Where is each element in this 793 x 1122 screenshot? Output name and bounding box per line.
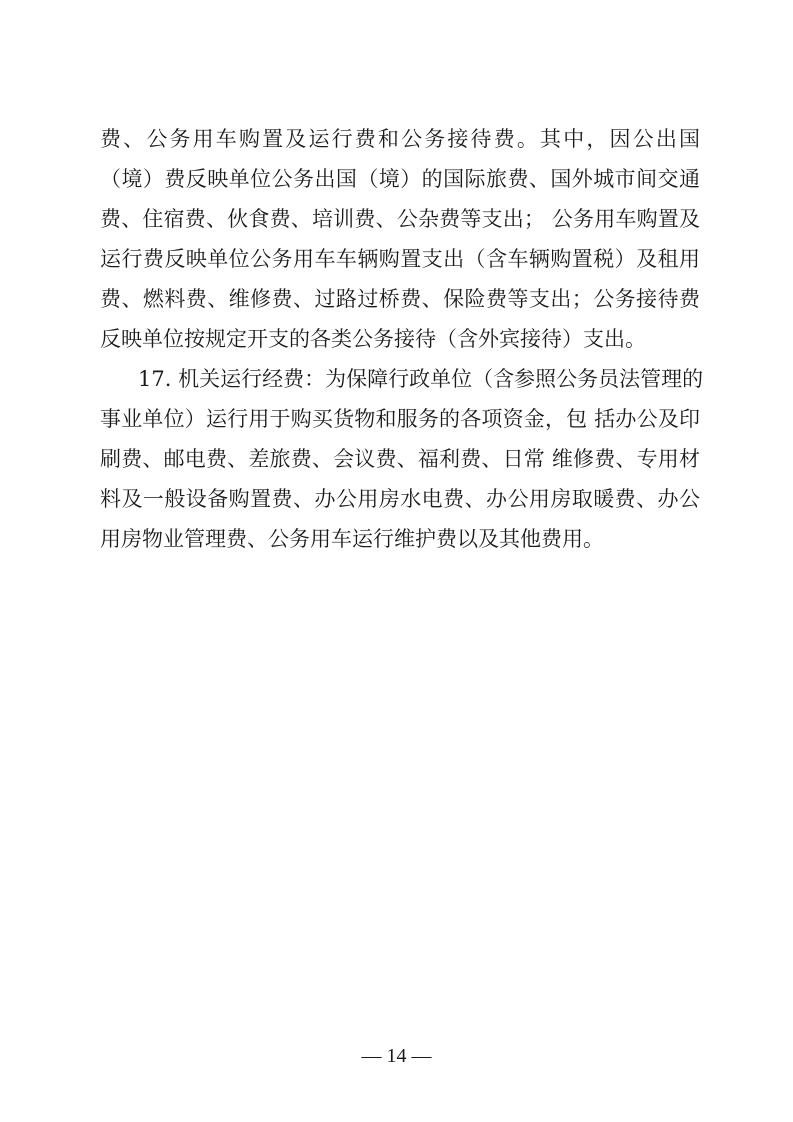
paragraph-1-line-6: 反映单位按规定开支的各类公务接待（含外宾接待）支出。 bbox=[100, 327, 646, 351]
paragraph-2-line-4: 料及一般设备购置费、办公用房水电费、办公用房取暖费、办公 bbox=[100, 487, 700, 511]
paragraph-2-line-3: 刷费、邮电费、差旅费、会议费、福利费、日常 维修费、专用材 bbox=[100, 447, 700, 471]
page-number: — 14 — bbox=[361, 1045, 432, 1067]
paragraph-2-line-1: 17. 机关运行经费：为保障行政单位（含参照公务员法管理的 bbox=[138, 367, 704, 391]
paragraph-1-line-5: 费、燃料费、维修费、过路过桥费、保险费等支出；公务接待费 bbox=[100, 287, 700, 311]
paragraph-1-line-4: 运行费反映单位公务用车车辆购置支出（含车辆购置税）及租用 bbox=[100, 247, 700, 271]
paragraph-1-line-1: 费、公务用车购置及运行费和公务接待费。其中，因公出国 bbox=[100, 127, 700, 151]
paragraph-1-line-3: 费、住宿费、伙食费、培训费、公杂费等支出； 公务用车购置及 bbox=[100, 207, 700, 231]
paragraph-1-line-2: （境）费反映单位公务出国（境）的国际旅费、国外城市间交通 bbox=[100, 167, 700, 191]
paragraph-2-line-5: 用房物业管理费、公务用车运行维护费以及其他费用。 bbox=[100, 527, 604, 551]
paragraph-2-line-2: 事业单位）运行用于购买货物和服务的各项资金，包 括办公及印 bbox=[100, 407, 700, 431]
